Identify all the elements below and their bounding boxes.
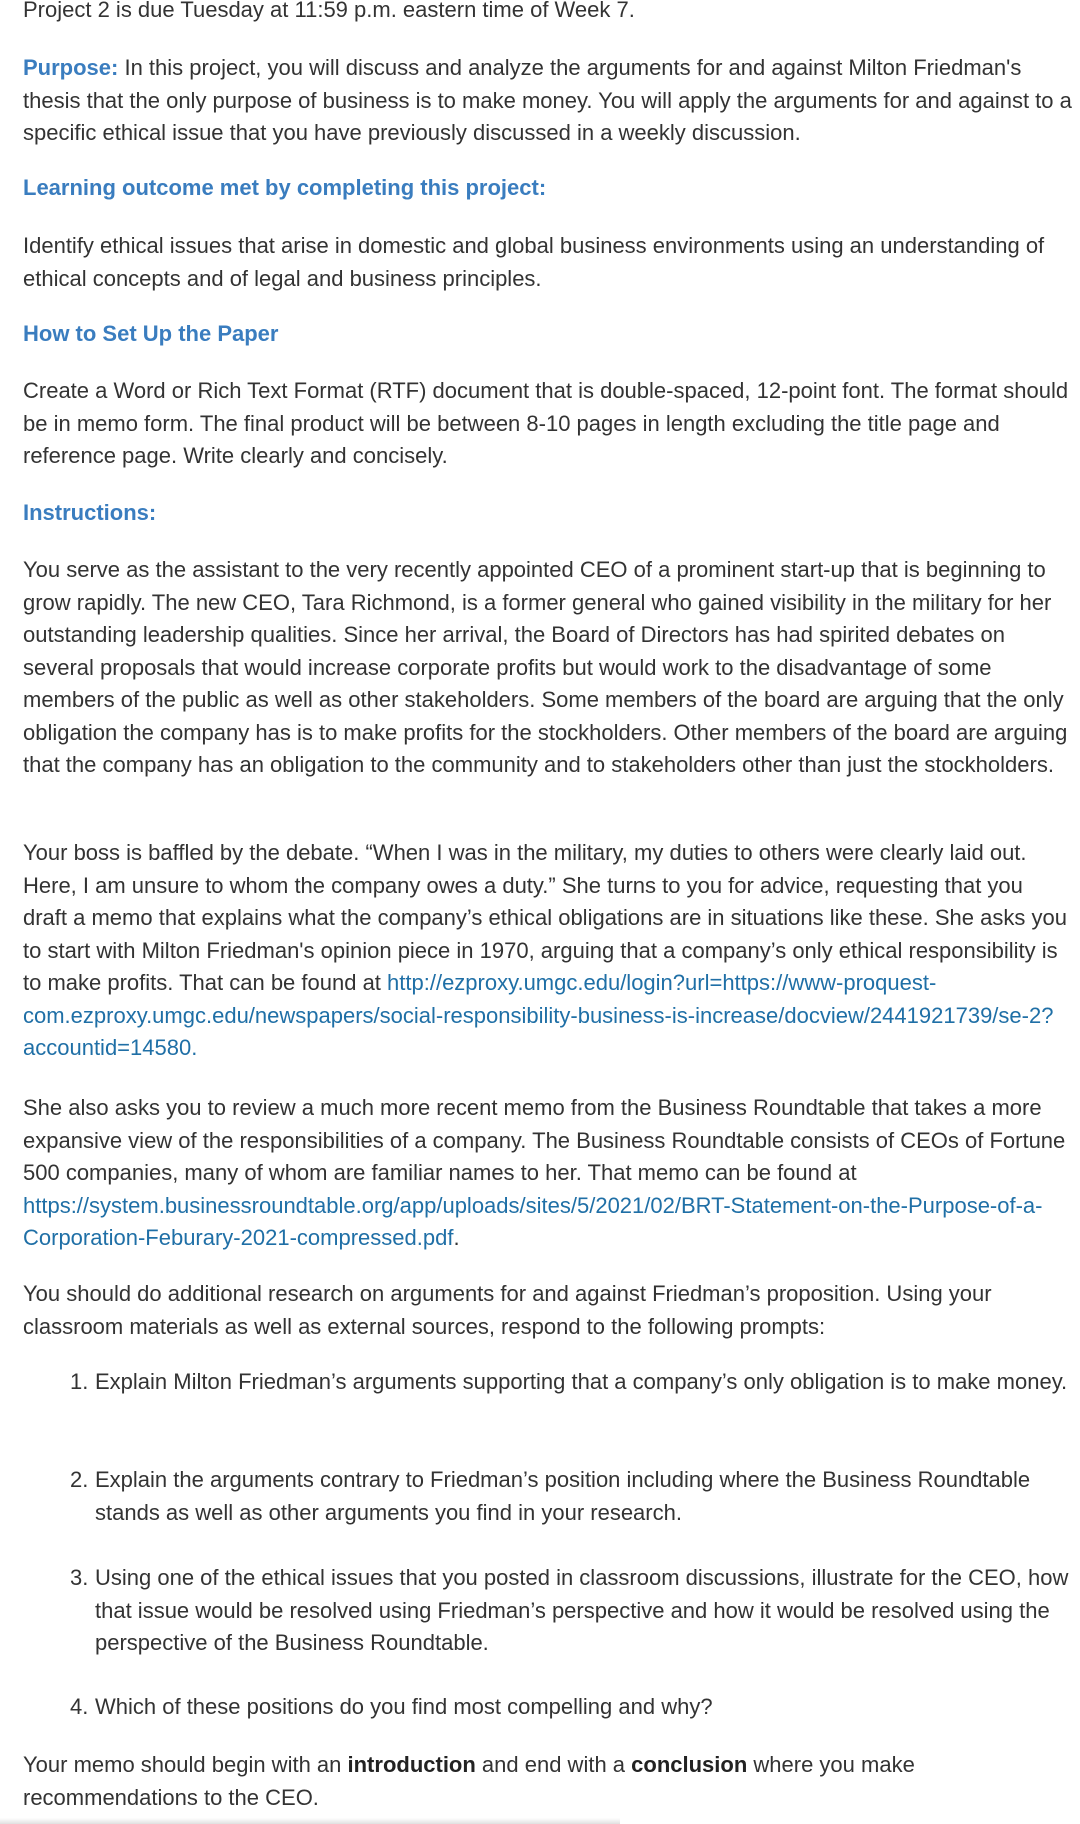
list-item bbox=[23, 1366, 1073, 1399]
paragraph-3-text: She also asks you to review a much more recent memo from the Business Roundtable that takes a more expansive view of the responsibilities of a company. The Business Roundtable consists of CEOs of Fortune 500 companies, many of whom are familiar names to her. That memo can be found at bbox=[23, 1095, 1066, 1185]
conclusion-keyword: conclusion bbox=[631, 1752, 748, 1777]
list-item bbox=[23, 1464, 1073, 1529]
friedman-article-link[interactable]: http://ezproxy.umgc.edu/login?url=https://www-proquest-com.ezproxy.umgc.edu/newspapers/social-responsibility-business-is-increase/docview/2441921739/se-2?accountid=14580. bbox=[23, 970, 1054, 1060]
instructions-paragraph-4: You should do additional research on arguments for and against Friedman’s proposition. Using your classroom materials as well as external sources, respond to the following prompts: bbox=[23, 1281, 992, 1339]
list-item-text: Using one of the ethical issues that you posted in classroom discussions, illustrate for the CEO, how that issue would be resolved using Friedman’s perspective and how it would be resolved using the perspective of the Business Roundtable. bbox=[95, 1565, 1069, 1655]
learning-outcome-heading: Learning outcome met by completing this project: bbox=[23, 175, 547, 200]
paragraph-2-text: Your boss is baffled by the debate. “When I was in the military, my duties to others were clearly laid out. Here, I am unsure to whom the company owes a duty.” She turns to you for advice, requesting that you draft a memo that explains what the company’s ethical obligations are in situations like these. She asks you to start with Milton Friedman's opinion piece in 1970, arguing that a company’s only ethical responsibility is to make profits. That can be found at bbox=[23, 840, 1067, 995]
purpose-label: Purpose: bbox=[23, 55, 119, 80]
list-item bbox=[23, 1562, 1073, 1660]
instructions-heading: Instructions: bbox=[23, 500, 157, 525]
list-item-text: Explain Milton Friedman’s arguments supporting that a company’s only obligation is to make money. bbox=[95, 1369, 1068, 1394]
list-number: 1. bbox=[70, 1369, 89, 1394]
list-number: 3. bbox=[70, 1565, 89, 1590]
scroll-shadow bbox=[0, 1818, 620, 1824]
instructions-paragraph-1: You serve as the assistant to the very recently appointed CEO of a prominent start-up that is beginning to grow rapidly. The new CEO, Tara Richmond, is a former general who gained visibility in the military for her outstanding leadership qualities. Since her arrival, the Board of Directors has had spirited debates on several proposals that would increase corporate profits but would work to the disadvantage of some members of the public as well as other stakeholders. Some members of the board are arguing that the only obligation the company has is to make profits for the stockholders. Other members of the board are arguing that the company has an obligation to the community and to stakeholders other than just the stockholders. bbox=[23, 557, 1068, 777]
closing-paragraph bbox=[23, 1749, 1073, 1814]
closing-text-3: where you make recommendations to the CEO. bbox=[23, 1752, 915, 1810]
instructions-paragraph-2 bbox=[23, 837, 1073, 1065]
closing-text-1: Your memo should begin with an bbox=[23, 1752, 348, 1777]
brt-statement-link[interactable]: https://system.businessroundtable.org/app/uploads/sites/5/2021/02/BRT-Statement-on-the-Purpose-of-a-Corporation-Feburary-2021-compressed.pdf bbox=[23, 1192, 1043, 1250]
learning-outcome-text: Identify ethical issues that arise in domestic and global business environments using an understanding of ethical concepts and of legal and business principles. bbox=[23, 233, 1045, 291]
list-number: 2. bbox=[70, 1467, 89, 1492]
purpose-paragraph bbox=[23, 52, 1073, 150]
introduction-keyword: introduction bbox=[347, 1752, 476, 1777]
due-date-line: Project 2 is due Tuesday at 11:59 p.m. eastern time of Week 7. bbox=[23, 0, 635, 22]
instructions-paragraph-3 bbox=[23, 1092, 1073, 1255]
setup-heading: How to Set Up the Paper bbox=[23, 321, 279, 346]
list-number: 4. bbox=[70, 1694, 89, 1719]
list-item-text: Explain the arguments contrary to Friedman’s position including where the Business Roundtable stands as well as other arguments you find in your research. bbox=[95, 1467, 1031, 1525]
setup-text: Create a Word or Rich Text Format (RTF) document that is double-spaced, 12-point font. The format should be in memo form. The final product will be between 8-10 pages in length excluding the title page and reference page. Write clearly and concisely. bbox=[23, 378, 1069, 468]
list-item-text: Which of these positions do you find most compelling and why? bbox=[95, 1694, 713, 1719]
purpose-text: In this project, you will discuss and analyze the arguments for and against Milton Friedman's thesis that the only purpose of business is to make money. You will apply the arguments for and against to a specific ethical issue that you have previously discussed in a weekly discussion. bbox=[23, 55, 1072, 145]
closing-text-2: and end with a bbox=[475, 1752, 632, 1777]
list-item bbox=[23, 1691, 1073, 1724]
paragraph-3-end: . bbox=[453, 1225, 460, 1250]
